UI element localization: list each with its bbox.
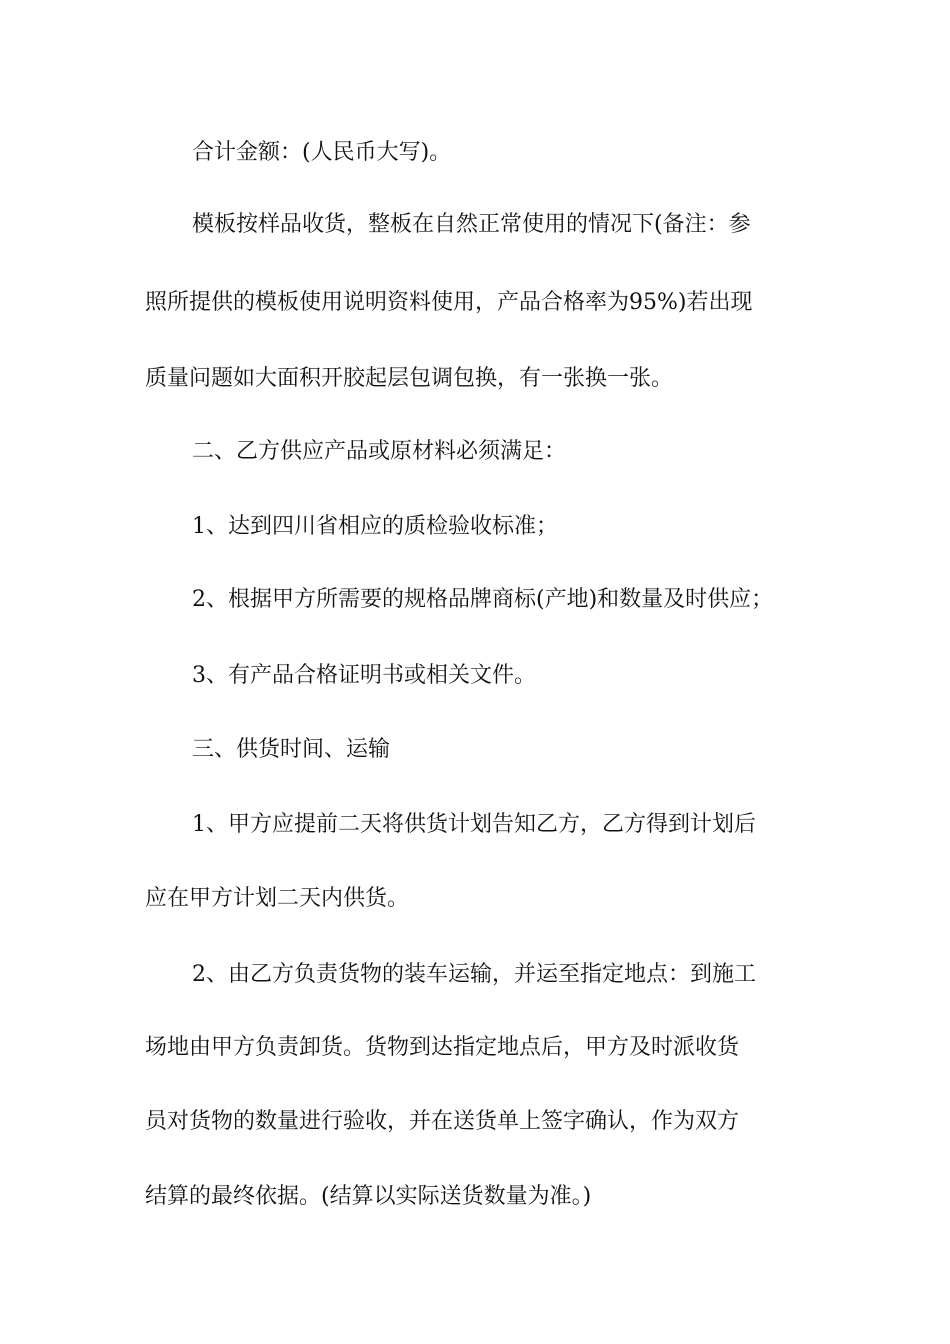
section-two-item-2: 2、根据甲方所需要的规格品牌商标(产地)和数量及时供应； — [192, 587, 774, 612]
section-two-item-3: 3、有产品合格证明书或相关文件。 — [192, 663, 536, 688]
section-three-item-1-line-1: 1、甲方应提前二天将供货计划告知乙方，乙方得到计划后 — [192, 812, 756, 837]
template-acceptance-line-3: 质量问题如大面积开胶起层包调包换，有一张换一张。 — [145, 366, 674, 391]
total-amount-line: 合计金额：(人民币大写)。 — [192, 140, 452, 165]
section-three-heading: 三、供货时间、运输 — [192, 737, 391, 762]
section-three-item-2-line-3: 员对货物的数量进行验收，并在送货单上签字确认，作为双方 — [145, 1109, 740, 1134]
template-acceptance-line-2: 照所提供的模板使用说明资料使用，产品合格率为95%)若出现 — [145, 290, 753, 315]
section-two-item-1: 1、达到四川省相应的质检验收标准； — [192, 514, 558, 539]
template-acceptance-line-1: 模板按样品收货，整板在自然正常使用的情况下(备注：参 — [192, 212, 751, 237]
section-three-item-2-line-1: 2、由乙方负责货物的装车运输，并运至指定地点：到施工 — [192, 962, 756, 987]
section-three-item-1-line-2: 应在甲方计划二天内供货。 — [145, 886, 410, 911]
section-three-item-2-line-4: 结算的最终依据。(结算以实际送货数量为准。) — [145, 1184, 592, 1209]
section-two-heading: 二、乙方供应产品或原材料必须满足： — [192, 439, 567, 464]
section-three-item-2-line-2: 场地由甲方负责卸货。货物到达指定地点后，甲方及时派收货 — [145, 1035, 740, 1060]
